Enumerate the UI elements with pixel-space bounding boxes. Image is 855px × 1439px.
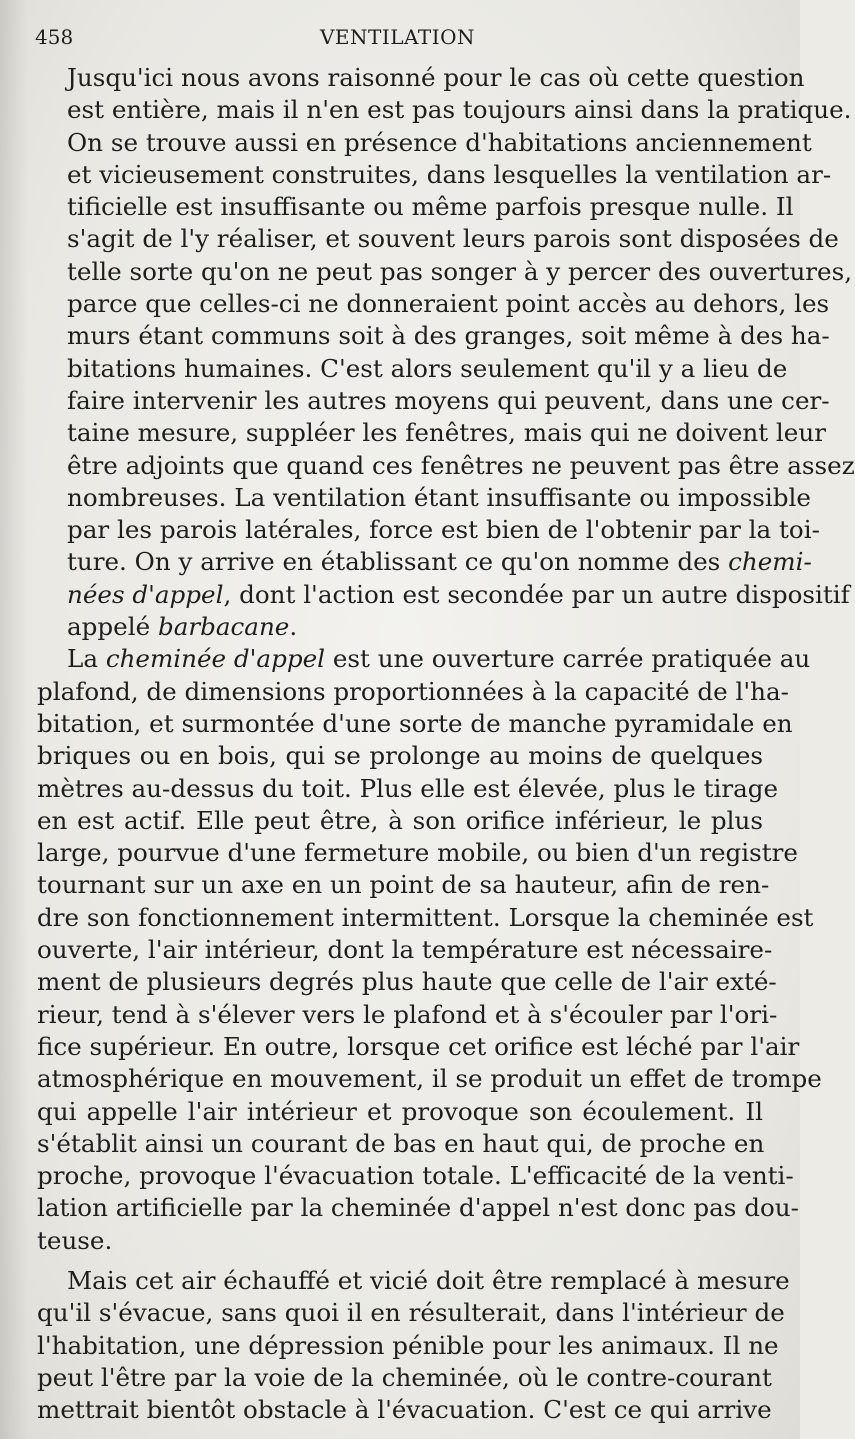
text-line: l'habitation, une dépression pénible pour les animaux. Il ne: [37, 1330, 779, 1360]
text-line: [37, 579, 850, 611]
text-line: tournant sur un axe en un point de sa hauteur, afin de ren-: [37, 870, 770, 900]
text-line: ment de plusieurs degrés plus haute que celle de l'air exté-: [37, 967, 777, 997]
italic-term: barbacane: [157, 612, 290, 642]
italic-term: cheminée d'appel: [105, 644, 326, 674]
text-body: [37, 62, 855, 1426]
text-line: proche, provoque l'évacuation totale. L'efficacité de la venti-: [37, 1161, 794, 1191]
running-head: VENTILATION: [319, 25, 476, 49]
text-line: lation artificielle par la cheminée d'appel n'est donc pas dou-: [37, 1193, 799, 1223]
text-line: mettrait bientôt obstacle à l'évacuation. C'est ce qui arrive: [37, 1395, 772, 1425]
text-line: dre son fonctionnement intermittent. Lorsque la cheminée est: [37, 902, 814, 932]
text-line: nombreuses. La ventilation étant insuffisante ou impossible: [67, 482, 811, 512]
text-line: murs étant communs soit à des granges, soit même à des ha-: [67, 321, 830, 351]
text-run: est une ouverture carrée pratiquée au: [325, 644, 811, 674]
text-line: taine mesure, suppléer les fenêtres, mais qui ne doivent leur: [67, 418, 826, 448]
text-line: s'agit de l'y réaliser, et souvent leurs parois sont disposées de: [67, 224, 839, 254]
text-line: [37, 643, 811, 675]
italic-term: nées d'appel: [67, 579, 224, 609]
text-line: en est actif. Elle peut être, à son orifice inférieur, le plus: [37, 805, 763, 835]
text-line: bitation, et surmontée d'une sorte de manche pyramidale en: [37, 708, 793, 738]
italic-term: chemi-: [728, 547, 812, 577]
text-line: être adjoints que quand ces fenêtres ne peuvent pas être assez: [67, 450, 855, 480]
text-line: Mais cet air échauffé et vicié doit être remplacé à mesure: [67, 1265, 790, 1295]
paragraph-2: [37, 643, 822, 1257]
text-line: faire intervenir les autres moyens qui peuvent, dans une cer-: [67, 385, 830, 415]
text-run: appelé: [67, 612, 158, 642]
text-line: tificielle est insuffisante ou même parfois presque nulle. Il: [67, 192, 794, 222]
text-line: fice supérieur. En outre, lorsque cet orifice est léché par l'air: [37, 1031, 800, 1061]
text-line: qui appelle l'air intérieur et provoque son écoulement. Il: [37, 1096, 763, 1126]
text-line: [37, 611, 763, 643]
paragraph-1: [37, 62, 855, 643]
text-line: bitations humaines. C'est alors seulement qu'il y a lieu de: [67, 353, 788, 383]
page-number: 458: [35, 25, 74, 49]
text-line: peut l'être par la voie de la cheminée, où le contre-courant: [37, 1362, 772, 1392]
text-line: mètres au-dessus du toit. Plus elle est élevée, plus le tirage: [37, 773, 779, 803]
text-run: La: [67, 644, 106, 674]
text-line: et vicieusement construites, dans lesquelles la ventilation ar-: [67, 159, 832, 189]
text-run: .: [289, 612, 298, 642]
text-run: ture. On y arrive en établissant ce qu'on nomme des: [67, 547, 729, 577]
text-line: [37, 546, 812, 578]
text-line: telle sorte qu'on ne peut pas songer à y percer des ouvertures,: [67, 256, 853, 286]
page-header: [35, 25, 760, 55]
paragraph-3: [37, 1265, 790, 1426]
text-line: est entière, mais il n'en est pas toujours ainsi dans la pratique.: [67, 95, 852, 125]
text-line: rieur, tend à s'élever vers le plafond et à s'écouler par l'ori-: [37, 999, 778, 1029]
text-line: large, pourvue d'une fermeture mobile, ou bien d'un registre: [37, 838, 798, 868]
text-line: teuse.: [37, 1225, 113, 1255]
text-line: parce que celles-ci ne donneraient point accès au dehors, les: [67, 289, 830, 319]
text-line: plafond, de dimensions proportionnées à la capacité de l'ha-: [37, 676, 789, 706]
text-line: par les parois latérales, force est bien de l'obtenir par la toi-: [67, 515, 820, 545]
text-line: briques ou en bois, qui se prolonge au moins de quelques: [37, 741, 763, 771]
text-line: s'établit ainsi un courant de bas en haut qui, de proche en: [37, 1128, 765, 1158]
text-run: , dont l'action est secondée par un autre dispositif: [223, 579, 850, 609]
text-line: On se trouve aussi en présence d'habitations anciennement: [67, 127, 812, 157]
text-line: Jusqu'ici nous avons raisonné pour le cas où cette question: [67, 63, 805, 92]
text-line: ouverte, l'air intérieur, dont la température est nécessaire-: [37, 935, 773, 965]
text-line: atmosphérique en mouvement, il se produit un effet de trompe: [37, 1064, 822, 1094]
text-line: qu'il s'évacue, sans quoi il en résulterait, dans l'intérieur de: [37, 1298, 785, 1328]
